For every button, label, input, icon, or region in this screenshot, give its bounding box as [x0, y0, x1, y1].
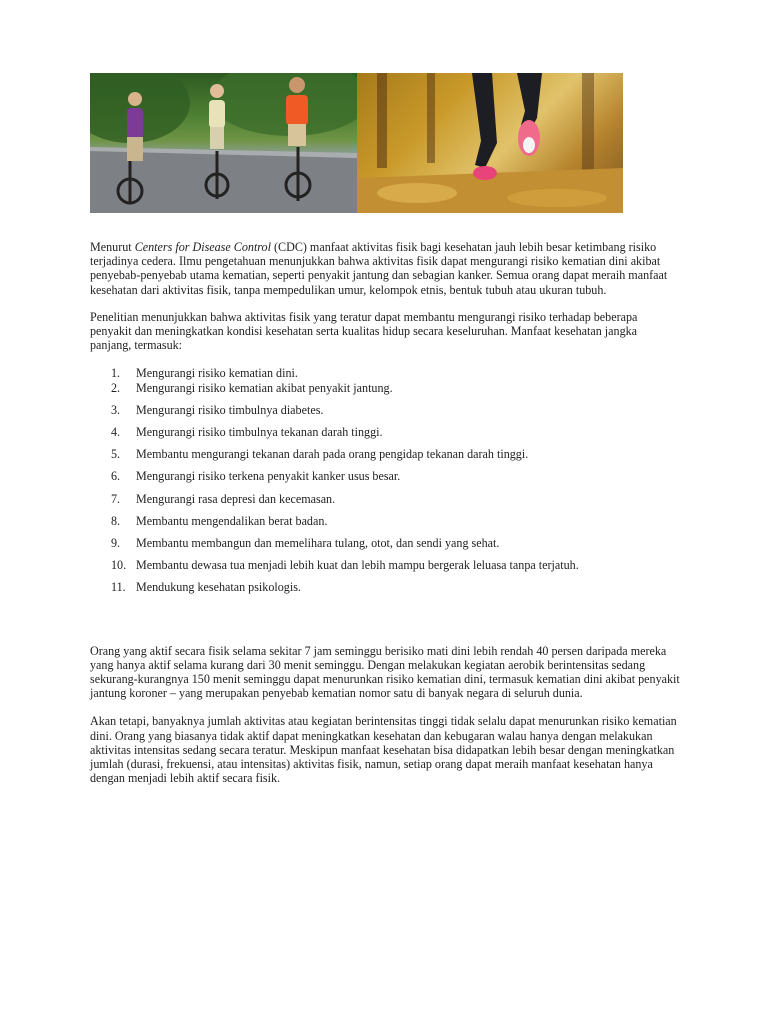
list-item — [90, 447, 680, 461]
paragraph-seven-hours: Orang yang aktif secara fisik selama sekitar 7 jam seminggu berisiko mati dini lebih rendah 40 persen daripada mereka yang hanya aktif selama kurang dari 30 menit seminggu. Dengan melakukan kegiatan aerobik berintensitas sedang sekurang-kurangnya 150 menit seminggu dapat menurunkan risiko kematian dini, termasuk kematian dini akibat penyakit jantung koroner – yang merupakan penyebab kematian nomor satu di banyak negara di seluruh dunia. — [90, 643, 680, 701]
list-item — [90, 558, 680, 572]
benefits-list — [90, 366, 680, 594]
list-text: Mengurangi risiko kematian dini. — [136, 366, 298, 381]
cyclists-illustration — [90, 73, 357, 213]
list-number: 2. — [111, 380, 121, 395]
list-text: Membantu dewasa tua menjadi lebih kuat dan lebih mampu bergerak leluasa tanpa terjatuh. — [136, 558, 579, 573]
list-item — [90, 469, 680, 483]
list-item — [90, 580, 680, 594]
list-item — [90, 514, 680, 528]
paragraph-cdc-rest: (CDC) manfaat aktivitas fisik bagi kesehatan jauh lebih besar ketimbang risiko terjadinya cedera. Ilmu pengetahuan menunjukkan bahwa aktivitas fisik dapat mengurangi risiko kematian dini akibat penyebab-penyebab utama kematian, seperti penyakit jantung dan sebagian kanker. Semua orang dapat meraih manfaat kesehatan dari aktivitas fisik, tanpa mempedulikan umur, kelompok etnis, bentuk tubuh atau ukuran tubuh. — [90, 240, 668, 297]
paragraph-however: Akan tetapi, banyaknya jumlah aktivitas atau kegiatan berintensitas tinggi tidak selalu dapat menurunkan risiko kematian dini. Orang yang biasanya tidak aktif dapat meningkatkan kesehatan dan kebugaran walau hanya dengan melakukan aktivitas intensitas sedang secara teratur. Meskipun manfaat kesehatan bisa didapatkan lebih besar dengan meningkatkan jumlah (durasi, frekuensi, atau intensitas) aktivitas fisik, namun, setiap orang dapat meraih manfaat kesehatan hanya dengan menjadi lebih aktif secara fisik. — [90, 714, 677, 786]
header-photos — [90, 73, 623, 213]
list-number: 1. — [111, 366, 121, 381]
list-text: Mengurangi risiko timbulnya diabetes. — [136, 402, 324, 417]
list-text: Mendukung kesehatan psikologis. — [136, 580, 301, 595]
list-item — [90, 425, 680, 439]
paragraph-cdc-prefix: Menurut — [90, 240, 135, 254]
article-body — [90, 240, 680, 785]
photo-runner-autumn — [357, 73, 623, 213]
list-number: 8. — [111, 513, 121, 528]
list-item — [90, 381, 680, 395]
list-text: Mengurangi risiko terkena penyakit kanker usus besar. — [136, 469, 401, 484]
list-item — [90, 403, 680, 417]
list-number: 9. — [111, 536, 121, 551]
list-text: Membantu mengendalikan berat badan. — [136, 513, 328, 528]
list-item — [90, 366, 680, 380]
list-number: 5. — [111, 447, 121, 462]
list-text: Mengurangi risiko kematian akibat penyakit jantung. — [136, 380, 393, 395]
list-text: Membantu membangun dan memelihara tulang, otot, dan sendi yang sehat. — [136, 536, 500, 551]
list-number: 4. — [111, 425, 121, 440]
list-number: 7. — [111, 491, 121, 506]
list-number: 3. — [111, 402, 121, 417]
list-item — [90, 492, 680, 506]
list-number: 10. — [111, 558, 127, 573]
photo-cyclists — [90, 73, 357, 213]
list-text: Mengurangi rasa depresi dan kecemasan. — [136, 491, 336, 506]
list-text: Mengurangi risiko timbulnya tekanan darah tinggi. — [136, 425, 383, 440]
list-number: 11. — [111, 580, 126, 595]
list-number: 6. — [111, 469, 121, 484]
paragraph-research: Penelitian menunjukkan bahwa aktivitas fisik yang teratur dapat membantu mengurangi risiko terhadap beberapa penyakit dan meningkatkan kondisi kesehatan serta kualitas hidup secara keseluruhan. Manfaat kesehatan jangka panjang, termasuk: — [90, 309, 638, 353]
paragraph-cdc — [90, 240, 680, 297]
cdc-name: Centers for Disease Control — [134, 240, 271, 254]
list-text: Membantu mengurangi tekanan darah pada orang pengidap tekanan darah tinggi. — [136, 447, 529, 462]
runner-illustration — [357, 73, 623, 213]
list-item — [90, 536, 680, 550]
